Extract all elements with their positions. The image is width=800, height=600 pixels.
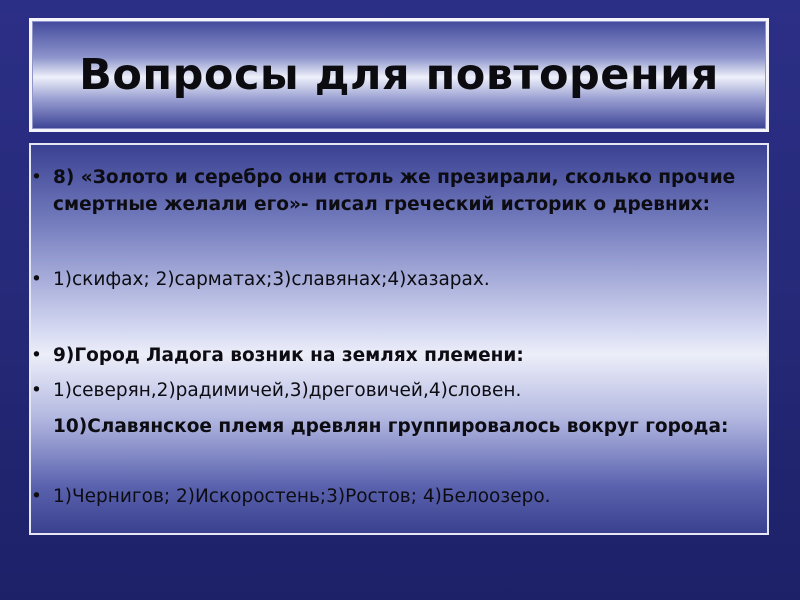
bullet-icon: • (31, 345, 42, 366)
title-panel (29, 18, 769, 132)
question-9-text: 9)Город Ладога возник на землях племени: (53, 345, 524, 366)
bullet-icon: • (31, 167, 42, 188)
answer-10 (31, 483, 743, 510)
question-8-text: 8) «Золото и серебро они столь же презирали, сколько прочие смертные желали его»- писал греческий историк о древних: (53, 167, 736, 215)
bullet-icon: • (31, 380, 42, 401)
answer-8 (31, 266, 743, 293)
answer-9 (31, 377, 743, 404)
answer-10-text: 1)Чернигов; 2)Искоростень;3)Ростов; 4)Белоозеро. (53, 486, 551, 507)
slide-title: Вопросы для повторения (79, 50, 719, 100)
question-9 (31, 342, 743, 369)
answer-8-text: 1)скифах; 2)сарматах;3)славянах;4)хазарах. (53, 269, 490, 290)
question-10 (53, 413, 743, 440)
answer-9-text: 1)северян,2)радимичей,3)дреговичей,4)словен. (53, 380, 522, 401)
bullet-icon: • (31, 269, 42, 290)
bullet-icon: • (31, 486, 42, 507)
content-panel (29, 143, 769, 535)
question-10-text: 10)Славянское племя древлян группировалось вокруг города: (53, 416, 729, 437)
question-8 (31, 164, 743, 218)
